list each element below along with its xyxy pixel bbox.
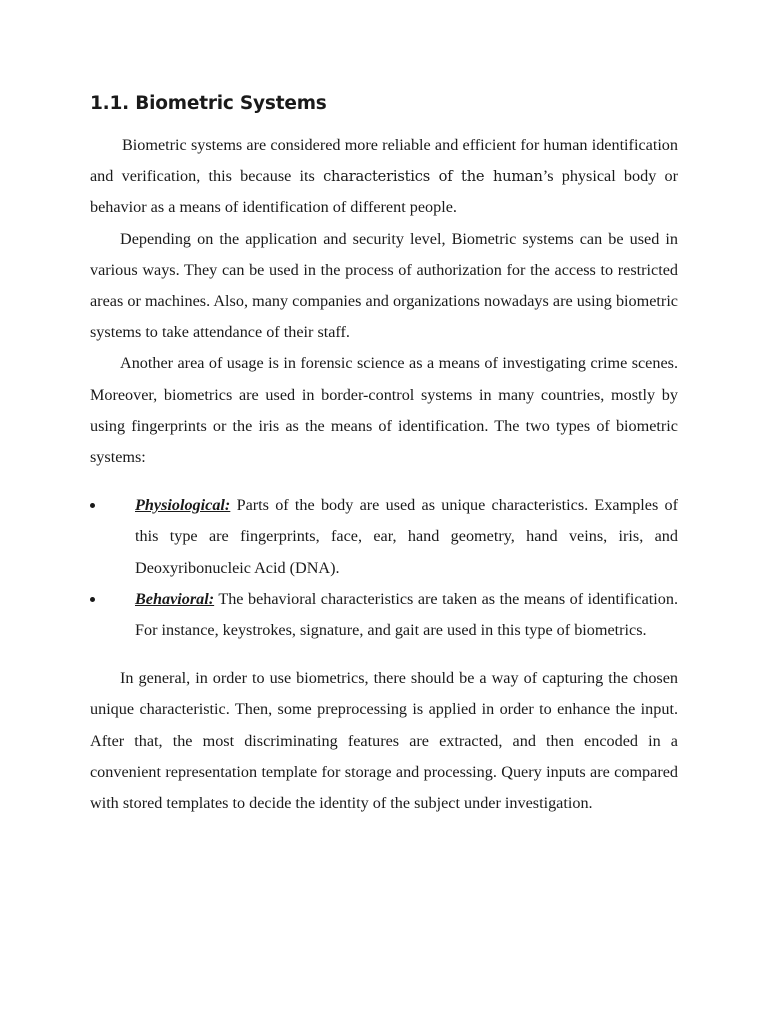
- biometric-types-list: [90, 490, 678, 646]
- bullet-icon: [90, 503, 95, 508]
- paragraph-usage: Another area of usage is in forensic science as a means of investigating crime scenes. Moreover, biometrics are used in border-control systems in many countries, mostly by using fingerprints or the iris as the means of identification. The two types of biometric systems:: [90, 354, 678, 467]
- term-physiological: Physiological:: [135, 496, 231, 515]
- section-heading: 1.1. Biometric Systems: [90, 93, 327, 114]
- list-item-behavioral: [90, 584, 678, 646]
- paragraph-intro-text-a: Biometric systems are considered more reliable and efficient for human identification and verification, this because its: [90, 136, 678, 186]
- list-item-physiological: [90, 490, 678, 584]
- paragraph-applications: Depending on the application and security level, Biometric systems can be used in various ways. They can be used in the process of authorization for the access to restricted areas or machines. Also, many companies and organizations nowadays are using biometric systems to take attendance of their staff.: [90, 229, 678, 342]
- body-text: [90, 130, 678, 819]
- paragraph-intro: [90, 130, 678, 224]
- description-physiological: Parts of the body are used as unique characteristics. Examples of this type are fingerprints, face, ear, hand geometry, hand veins, iris, and Deoxyribonucleic Acid (DNA).: [135, 496, 678, 577]
- description-behavioral: The behavioral characteristics are taken as the means of identification. For instance, keystrokes, signature, and gait are used in this type of biometrics.: [135, 589, 678, 640]
- paragraph-intro-text-b: ’s physical body or behavior as a means of identification of different people.: [90, 167, 679, 217]
- paragraph-intro-emphasis: characteristics of the human: [323, 168, 543, 186]
- paragraph-general-process: In general, in order to use biometrics, there should be a way of capturing the chosen unique characteristic. Then, some preprocessing is applied in order to enhance the input. After that, the most discriminating features are extracted, and then encoded in a convenient representation template for storage and processing. Query inputs are compared with stored templates to decide the identity of the subject under investigation.: [90, 669, 678, 813]
- bullet-icon: [90, 597, 95, 602]
- term-behavioral: Behavioral:: [135, 589, 215, 608]
